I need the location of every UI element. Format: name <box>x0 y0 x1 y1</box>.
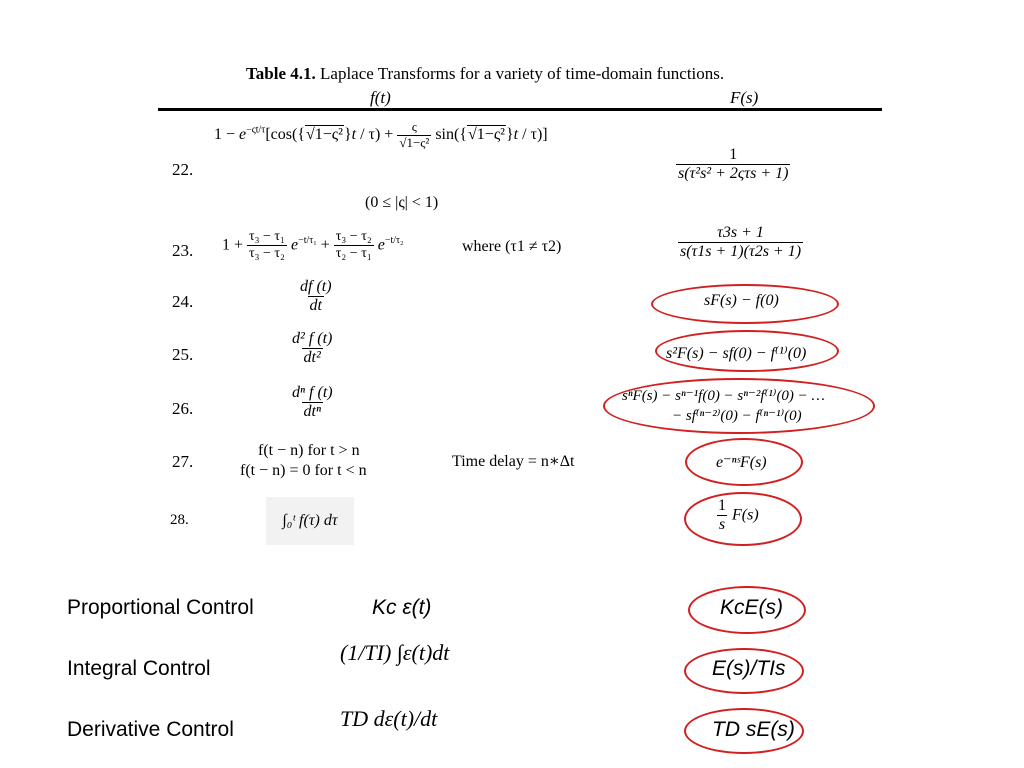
formula-23-fs: $\frac{\tau 3s + 1}{s(\tau 1s + 1)(\tau 2s + 1)}$ <box>680 224 802 261</box>
control-laplace-integral: E(s)/TIs <box>712 657 786 680</box>
formula-28-ft: ∫₀ᵗ f(τ) dτ <box>266 497 354 545</box>
formula-23-ft: 1 + $\frac{\text{τ₃ − τ₁}}{\text{τ₃ − τ₂}}$ $e^{-t/\tau_1}$ + $\frac{\text{τ₃ − τ₂}}{\text{τ₂ − τ₁}}$ $e^{-t/\tau_2}$ <box>222 229 404 262</box>
row-number: 24. <box>172 292 194 311</box>
formula-25-ft: $\frac{\text{d² f (t)}}{\text{dt²}}$ <box>292 330 333 367</box>
formula-25-fs: s²F(s) − sf(0) − f⁽¹⁾(0) <box>666 345 807 362</box>
row-number: 28. <box>170 512 189 528</box>
formula-22-condition: (0 ≤ |ς| < 1) <box>365 194 439 211</box>
formula-23-note: where (τ1 ≠ τ2) <box>462 238 562 255</box>
column-header-ft: f(t) <box>370 88 391 107</box>
header-rule <box>158 108 882 111</box>
formula-27-ft-line2: f(t − n) = 0 for t < n <box>240 462 367 479</box>
formula-26-fs-line1: sⁿF(s) − sⁿ⁻¹f(0) − sⁿ⁻²f⁽¹⁾(0) − … <box>622 388 825 404</box>
formula-28-fs: $\frac{1}{s}$ F(s) <box>718 497 759 534</box>
control-label-derivative: Derivative Control <box>67 718 234 741</box>
formula-22-ft: $1 - e^{-\varsigma t/\tau}[\cos(\{√1-\varsigma^2\}t / \tau)$ + $\frac{\varsigma}{\text{√1−ς²}}$ sin({√1−ς²}t / τ)] <box>214 119 548 150</box>
control-time-integral: (1/TI) ∫ε(t)dt <box>340 640 450 665</box>
formula-27-note: Time delay = n∗Δt <box>452 453 575 470</box>
row-number: 22. <box>172 160 194 179</box>
control-time-proportional: Kc ε(t) <box>372 596 432 619</box>
formula-27-ft-line1: f(t − n) for t > n <box>258 442 360 459</box>
formula-26-fs-line2: − sf⁽ⁿ⁻²⁾(0) − f⁽ⁿ⁻¹⁾(0) <box>672 408 802 424</box>
formula-24-ft: $\frac{df (t)}{dt}$ <box>300 278 332 315</box>
control-label-proportional: Proportional Control <box>67 596 254 619</box>
formula-26-ft: $\frac{\text{dⁿ f (t)}}{\text{dtⁿ}}$ <box>292 384 333 421</box>
column-header-fs: F(s) <box>730 88 759 107</box>
row-number: 23. <box>172 241 194 260</box>
control-label-integral: Integral Control <box>67 657 211 680</box>
control-laplace-proportional: KcE(s) <box>720 596 783 619</box>
formula-22-fs: $\frac{1}{\text{s(τ²s² + 2ςτs + 1)}}$ <box>678 146 789 183</box>
formula-24-fs: sF(s) − f(0) <box>704 292 779 309</box>
table-title: Table 4.1. Laplace Transforms for a variety of time-domain functions. <box>246 64 725 83</box>
formula-27-fs: e⁻ⁿˢF(s) <box>716 454 767 471</box>
control-laplace-derivative: TD sE(s) <box>712 718 795 741</box>
control-time-derivative: TD dε(t)/dt <box>340 706 438 731</box>
row-number: 25. <box>172 345 194 364</box>
row-number: 26. <box>172 399 194 418</box>
row-number: 27. <box>172 452 194 471</box>
